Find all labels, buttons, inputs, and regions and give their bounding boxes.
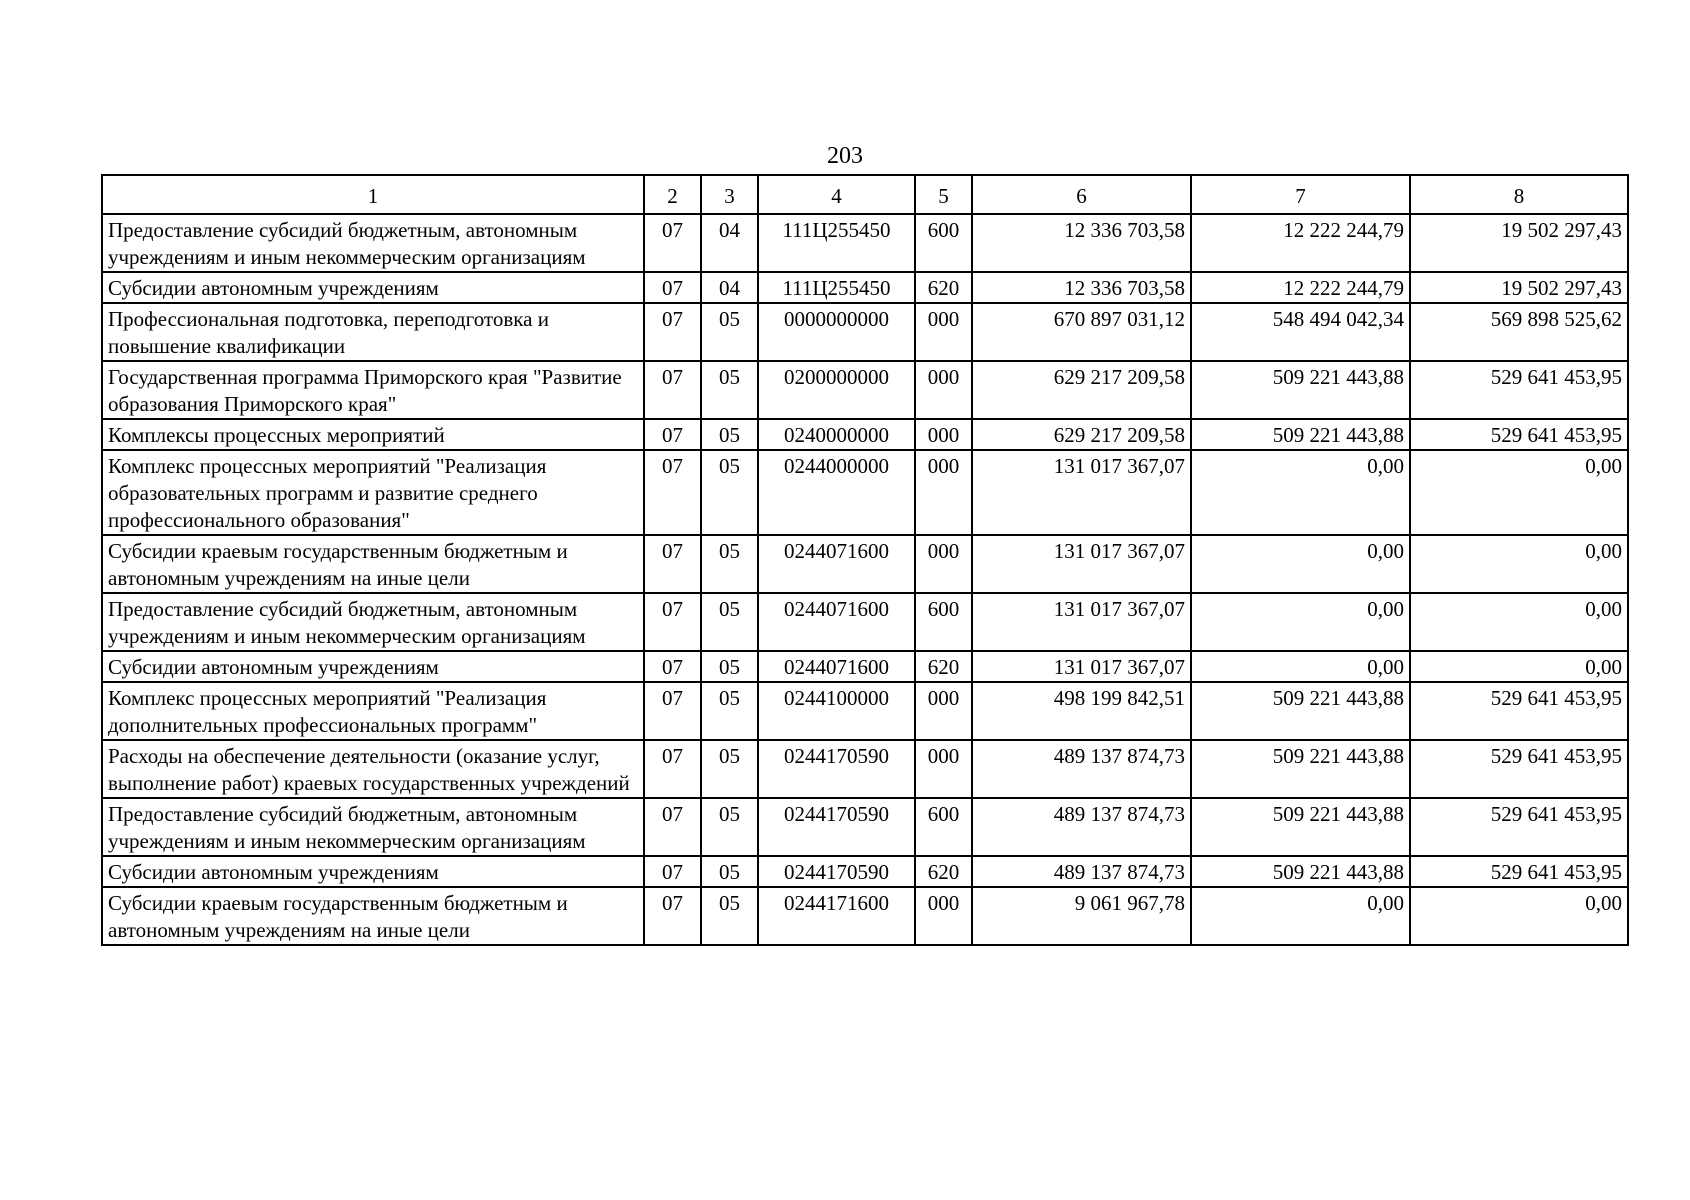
row-amount-col6: 670 897 031,12 xyxy=(972,303,1191,361)
row-target-article: 0244071600 xyxy=(758,593,915,651)
row-amount-col8: 569 898 525,62 xyxy=(1410,303,1628,361)
row-amount-col7: 0,00 xyxy=(1191,535,1410,593)
row-subsection: 05 xyxy=(701,651,758,682)
table-row xyxy=(102,593,1628,651)
row-amount-col7: 509 221 443,88 xyxy=(1191,682,1410,740)
row-amount-col7: 509 221 443,88 xyxy=(1191,798,1410,856)
row-amount-col7: 509 221 443,88 xyxy=(1191,419,1410,450)
row-amount-col6: 489 137 874,73 xyxy=(972,740,1191,798)
row-expense-type: 000 xyxy=(915,303,972,361)
row-amount-col6: 629 217 209,58 xyxy=(972,361,1191,419)
row-amount-col8: 0,00 xyxy=(1410,651,1628,682)
table-row xyxy=(102,651,1628,682)
table-body xyxy=(102,214,1628,945)
row-subsection: 05 xyxy=(701,798,758,856)
row-amount-col7: 0,00 xyxy=(1191,593,1410,651)
row-name: Комплексы процессных мероприятий xyxy=(102,419,644,450)
row-amount-col6: 12 336 703,58 xyxy=(972,214,1191,272)
row-amount-col8: 529 641 453,95 xyxy=(1410,798,1628,856)
row-name: Предоставление субсидий бюджетным, автономным учреждениям и иным некоммерческим организациям xyxy=(102,593,644,651)
row-amount-col7: 548 494 042,34 xyxy=(1191,303,1410,361)
row-amount-col6: 489 137 874,73 xyxy=(972,856,1191,887)
header-cell-4: 4 xyxy=(758,175,915,214)
row-section: 07 xyxy=(644,593,701,651)
row-amount-col6: 12 336 703,58 xyxy=(972,272,1191,303)
row-section: 07 xyxy=(644,887,701,945)
row-subsection: 05 xyxy=(701,419,758,450)
row-expense-type: 000 xyxy=(915,361,972,419)
row-expense-type: 620 xyxy=(915,856,972,887)
table-row xyxy=(102,856,1628,887)
row-section: 07 xyxy=(644,798,701,856)
row-amount-col6: 9 061 967,78 xyxy=(972,887,1191,945)
row-section: 07 xyxy=(644,856,701,887)
row-name: Субсидии автономным учреждениям xyxy=(102,651,644,682)
table-row xyxy=(102,798,1628,856)
row-expense-type: 000 xyxy=(915,535,972,593)
row-target-article: 0240000000 xyxy=(758,419,915,450)
row-expense-type: 000 xyxy=(915,887,972,945)
row-amount-col6: 489 137 874,73 xyxy=(972,798,1191,856)
row-amount-col8: 19 502 297,43 xyxy=(1410,214,1628,272)
row-amount-col6: 498 199 842,51 xyxy=(972,682,1191,740)
row-amount-col7: 0,00 xyxy=(1191,887,1410,945)
row-target-article: 0200000000 xyxy=(758,361,915,419)
row-target-article: 0244170590 xyxy=(758,740,915,798)
row-subsection: 05 xyxy=(701,535,758,593)
row-section: 07 xyxy=(644,682,701,740)
row-expense-type: 600 xyxy=(915,593,972,651)
row-amount-col6: 629 217 209,58 xyxy=(972,419,1191,450)
row-amount-col8: 529 641 453,95 xyxy=(1410,419,1628,450)
row-amount-col6: 131 017 367,07 xyxy=(972,593,1191,651)
row-section: 07 xyxy=(644,450,701,535)
row-amount-col8: 19 502 297,43 xyxy=(1410,272,1628,303)
row-target-article: 0000000000 xyxy=(758,303,915,361)
row-amount-col7: 509 221 443,88 xyxy=(1191,361,1410,419)
row-amount-col8: 529 641 453,95 xyxy=(1410,856,1628,887)
row-amount-col8: 0,00 xyxy=(1410,593,1628,651)
table-row xyxy=(102,887,1628,945)
row-amount-col6: 131 017 367,07 xyxy=(972,535,1191,593)
row-expense-type: 620 xyxy=(915,272,972,303)
row-amount-col7: 12 222 244,79 xyxy=(1191,272,1410,303)
row-expense-type: 600 xyxy=(915,214,972,272)
row-name: Расходы на обеспечение деятельности (оказание услуг, выполнение работ) краевых государственных учреждений xyxy=(102,740,644,798)
row-subsection: 05 xyxy=(701,450,758,535)
row-section: 07 xyxy=(644,535,701,593)
row-amount-col8: 529 641 453,95 xyxy=(1410,361,1628,419)
row-expense-type: 000 xyxy=(915,682,972,740)
table-row xyxy=(102,303,1628,361)
row-subsection: 04 xyxy=(701,214,758,272)
row-section: 07 xyxy=(644,740,701,798)
row-name: Субсидии краевым государственным бюджетным и автономным учреждениям на иные цели xyxy=(102,887,644,945)
row-expense-type: 000 xyxy=(915,419,972,450)
budget-table xyxy=(101,174,1629,946)
row-name: Комплекс процессных мероприятий "Реализация дополнительных профессиональных программ" xyxy=(102,682,644,740)
table-row xyxy=(102,535,1628,593)
row-target-article: 0244171600 xyxy=(758,887,915,945)
header-cell-7: 7 xyxy=(1191,175,1410,214)
header-cell-8: 8 xyxy=(1410,175,1628,214)
row-expense-type: 620 xyxy=(915,651,972,682)
row-subsection: 04 xyxy=(701,272,758,303)
row-target-article: 0244071600 xyxy=(758,651,915,682)
row-subsection: 05 xyxy=(701,740,758,798)
row-target-article: 0244000000 xyxy=(758,450,915,535)
row-amount-col7: 509 221 443,88 xyxy=(1191,856,1410,887)
row-expense-type: 600 xyxy=(915,798,972,856)
row-amount-col8: 0,00 xyxy=(1410,450,1628,535)
header-row xyxy=(102,175,1628,214)
table-row xyxy=(102,450,1628,535)
table-row xyxy=(102,272,1628,303)
row-expense-type: 000 xyxy=(915,450,972,535)
row-target-article: 0244100000 xyxy=(758,682,915,740)
row-subsection: 05 xyxy=(701,856,758,887)
table-row xyxy=(102,214,1628,272)
row-name: Комплекс процессных мероприятий "Реализация образовательных программ и развитие среднего профессионального образования" xyxy=(102,450,644,535)
row-section: 07 xyxy=(644,361,701,419)
row-name: Субсидии автономным учреждениям xyxy=(102,856,644,887)
row-target-article: 0244071600 xyxy=(758,535,915,593)
row-amount-col7: 0,00 xyxy=(1191,651,1410,682)
row-name: Субсидии краевым государственным бюджетным и автономным учреждениям на иные цели xyxy=(102,535,644,593)
header-cell-3: 3 xyxy=(701,175,758,214)
row-subsection: 05 xyxy=(701,303,758,361)
row-subsection: 05 xyxy=(701,682,758,740)
header-cell-5: 5 xyxy=(915,175,972,214)
row-section: 07 xyxy=(644,303,701,361)
table-row xyxy=(102,682,1628,740)
header-cell-6: 6 xyxy=(972,175,1191,214)
row-section: 07 xyxy=(644,419,701,450)
table-row xyxy=(102,419,1628,450)
page-number: 203 xyxy=(827,143,863,169)
row-name: Предоставление субсидий бюджетным, автономным учреждениям и иным некоммерческим организациям xyxy=(102,798,644,856)
header-cell-2: 2 xyxy=(644,175,701,214)
row-amount-col6: 131 017 367,07 xyxy=(972,450,1191,535)
row-amount-col7: 509 221 443,88 xyxy=(1191,740,1410,798)
row-amount-col8: 529 641 453,95 xyxy=(1410,682,1628,740)
row-subsection: 05 xyxy=(701,593,758,651)
row-amount-col7: 12 222 244,79 xyxy=(1191,214,1410,272)
row-target-article: 0244170590 xyxy=(758,856,915,887)
row-subsection: 05 xyxy=(701,361,758,419)
row-name: Предоставление субсидий бюджетным, автономным учреждениям и иным некоммерческим организациям xyxy=(102,214,644,272)
row-subsection: 05 xyxy=(701,887,758,945)
row-section: 07 xyxy=(644,214,701,272)
header-cell-1: 1 xyxy=(102,175,644,214)
row-section: 07 xyxy=(644,651,701,682)
row-name: Субсидии автономным учреждениям xyxy=(102,272,644,303)
table-row xyxy=(102,740,1628,798)
row-target-article: 111Ц255450 xyxy=(758,214,915,272)
row-amount-col7: 0,00 xyxy=(1191,450,1410,535)
table-row xyxy=(102,361,1628,419)
row-amount-col6: 131 017 367,07 xyxy=(972,651,1191,682)
row-name: Профессиональная подготовка, переподготовка и повышение квалификации xyxy=(102,303,644,361)
row-target-article: 0244170590 xyxy=(758,798,915,856)
row-amount-col8: 0,00 xyxy=(1410,887,1628,945)
row-target-article: 111Ц255450 xyxy=(758,272,915,303)
row-amount-col8: 529 641 453,95 xyxy=(1410,740,1628,798)
row-expense-type: 000 xyxy=(915,740,972,798)
row-amount-col8: 0,00 xyxy=(1410,535,1628,593)
row-name: Государственная программа Приморского края "Развитие образования Приморского края" xyxy=(102,361,644,419)
row-section: 07 xyxy=(644,272,701,303)
